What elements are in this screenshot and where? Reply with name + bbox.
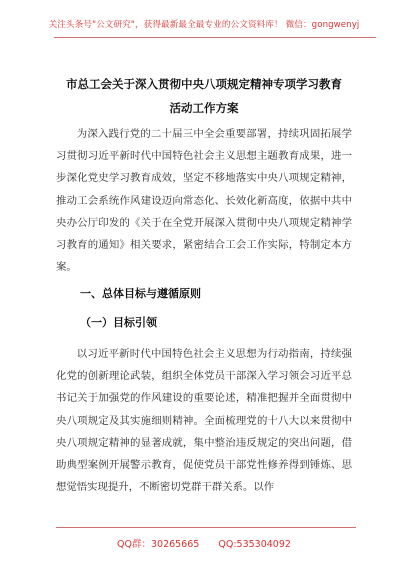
intro-paragraph: 为深入践行党的二十届三中全会重要部署，持续巩固拓展学习贯彻习近平新时代中国特色社会主义思想主题教育成果，进一步深化党史学习教育成效，坚定不移地落实中央八项规定精神，推动工会系统作风建设迈向常态化、长效化新高度，依据中共中央办公厅印发的《关于在全党开展深入贯彻中央八项规定精神学习教育的通知》相关要求，紧密结合工会工作实际，特制定本方案。	[56, 128, 352, 274]
subsection-heading: （一）目标引领	[80, 316, 157, 329]
subsection-paragraph: 以习近平新时代中国特色社会主义思想为行动指南，持续强化党的创新理论武装，组织全体党员干部深入学习领会习近平总书记关于加强党的作风建设的重要论述，精准把握并全面贯彻中央八项规定及其实施细则精神。全面梳理党的十八大以来贯彻中央八项规定精神的显著成就，集中整治违反规定的突出问题，借助典型案例开展警示教育，促使党员干部党性修养得到锤炼、思想觉悟实现提升，不断密切党群干群关系。以作	[56, 348, 352, 494]
document-title: 市总工会关于深入贯彻中央八项规定精神专项学习教育活动工作方案	[66, 77, 342, 115]
footer-divider	[56, 527, 356, 528]
footer-qq: QQ:535304092	[218, 539, 291, 550]
header-divider	[54, 37, 376, 38]
section-heading: 一、总体目标与遵循原则	[80, 287, 201, 300]
header-banner: 关注头条号"公文研究"，获得最新最全最专业的公文资料库！ 微信：gongwenyj	[48, 20, 360, 30]
footer	[0, 536, 408, 550]
footer-qq-group: QQ群：30265665	[117, 539, 200, 550]
